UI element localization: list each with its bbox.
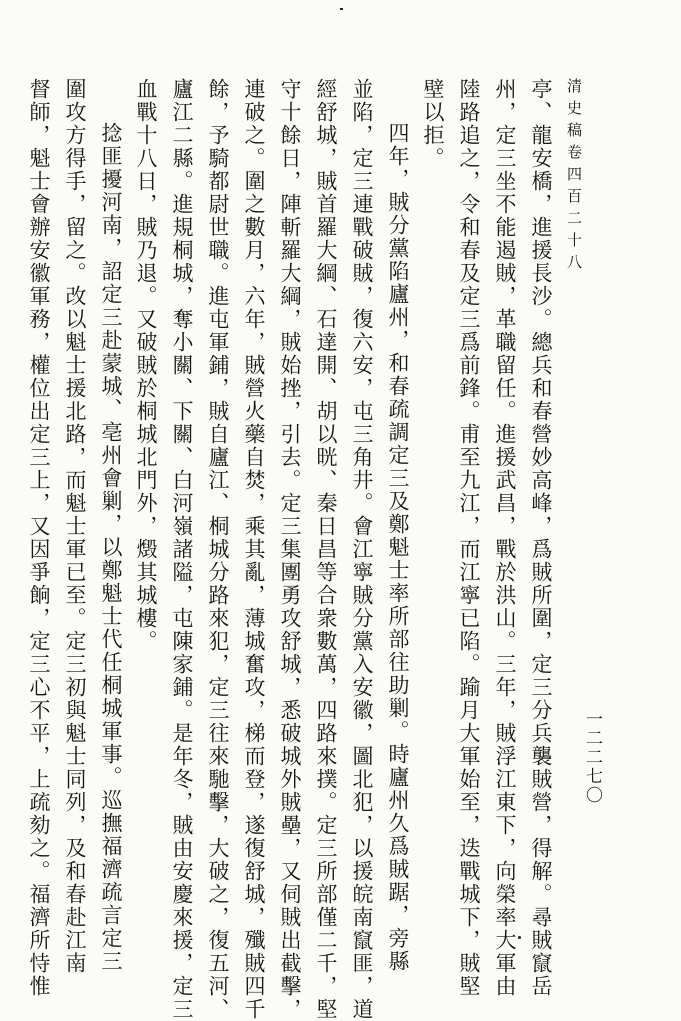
text-column-4: 壁以拒。 [421,78,445,170]
text-column-1: 亭、龍安橋，進援長沙。總兵和春營妙高峰，爲賊所圍，定三分兵襲賊營，得解。尋賊竄岳 [529,78,553,998]
text-column-6: 並陷，定三連戰破賊，復六安，屯三角井。會江寧賊分黨入安徽，圖北犯，以援皖南竄匪，道 [350,78,374,1021]
text-column-10: 餘，予騎都尉世職。進屯軍鋪，賊自廬江、桐城分路來犯，定三往來馳擊，大破之，復五河、 [206,78,230,1021]
text-column-7: 經舒城，賊首羅大綱、石達開、胡以晄、秦日昌等合衆數萬，四路來撲。定三所部僅二千，堅 [314,78,338,1021]
text-column-5: 四年，賊分黨陷廬州，和春疏調定三及鄭魁士率所部往助剿。時廬州久爲賊踞，旁縣 [386,122,410,973]
text-column-8: 守十餘日，陣斬羅大綱，賊始挫，引去。定三集團勇攻舒城，悉破城外賊壘，又伺賊出截擊， [278,78,302,1021]
text-column-2: 州，定三坐不能遏賊，革職留任。進援武昌，戰於洪山。三年，賊浮江東下，向榮率大軍由 [493,78,517,998]
running-title: 清史稿卷四百二十八 [565,78,583,276]
text-column-15: 督師，魁士會辦安徽軍務，權位出定三上，又因爭餉，定三心不平，上疏劾之。福濟所恃惟 [27,78,51,998]
scan-dot-bottom [518,936,521,939]
text-column-9: 連破之。圍之數月，六年，賊營火藥自焚，乘其亂，薄城奮攻，梯而登，遂復舒城，殲賊四千 [242,78,266,1021]
scan-dot-top [340,8,343,10]
page-number: 一二二七〇 [582,710,602,805]
text-column-12: 血戰十八日，賊乃退。又破賊於桐城北門外，燬其城樓。 [134,78,158,653]
text-column-13: 捻匪擾河南，詔定三赴蒙城、亳州會剿，以鄭魁士代任桐城軍事。巡撫福濟疏言定三 [99,122,123,973]
text-column-3: 陸路追之，令和春及定三爲前鋒。甫至九江，而江寧已陷。踰月大軍始至，迭戰城下，賊堅 [457,78,481,998]
text-column-14: 圍攻方得手，留之。改以魁士援北路，而魁士軍已至。定三初與魁士同列，及和春赴江南 [63,78,87,975]
text-column-11: 廬江二縣。進規桐城，奪小關、下關、白河嶺諸隘，屯陳家鋪。是年冬，賊由安慶來援，定三 [170,78,194,1021]
